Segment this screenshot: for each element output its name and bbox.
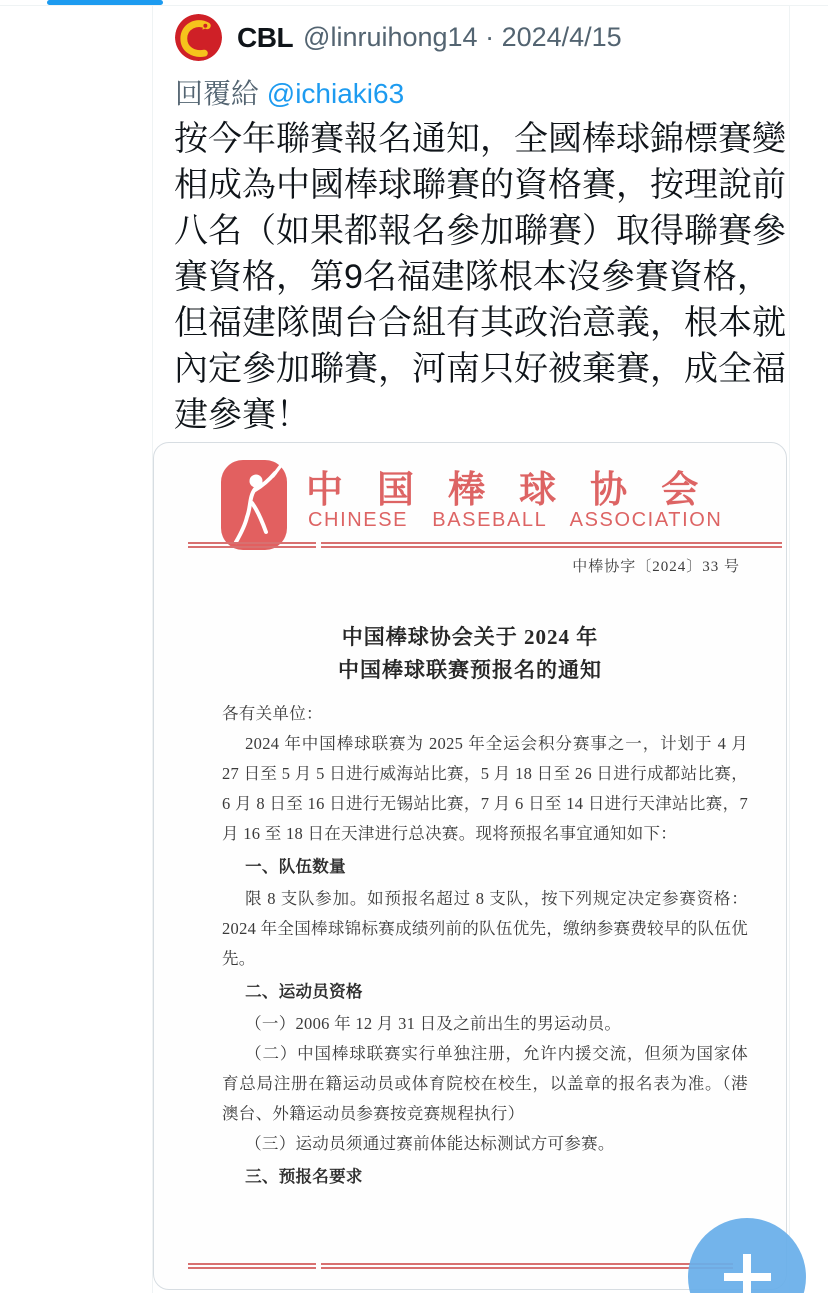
doc-org-name-cn: 中国棒球协会	[306, 469, 733, 510]
doc-section-1-heading: 一、队伍数量	[245, 857, 346, 876]
tabs-bottom-divider	[0, 5, 828, 6]
doc-paragraph: 限 8 支队参加。如预报名超过 8 支队，按下列规定决定参赛资格：2024 年全国棒球锦标赛成绩列前的队伍优先，缴纳参赛费较早的队伍优先。	[222, 889, 748, 968]
reply-prefix-label: 回覆給	[175, 78, 267, 109]
doc-footer-rule-left	[188, 1263, 316, 1269]
doc-title-line2: 中国棒球联赛预报名的通知	[338, 658, 602, 682]
doc-salutation: 各有关单位：	[222, 704, 323, 723]
doc-footer-rule-right	[321, 1263, 733, 1269]
author-handle-and-date[interactable]: @linruihong14 · 2024/4/15	[303, 22, 622, 52]
doc-body	[222, 699, 748, 1194]
doc-org-name-en: CHINESE BASEBALL ASSOCIATION	[308, 509, 723, 531]
avatar-horse-logo-icon	[175, 14, 222, 61]
reply-to-handle-link[interactable]: @ichiaki63	[266, 78, 405, 109]
doc-list-item-1: （一）2006 年 12 月 31 日及之前出生的男运动员。	[245, 1014, 622, 1033]
attached-document-image[interactable]	[153, 442, 787, 1290]
doc-list-item-2: （二）中国棒球联赛实行单独注册，允许内援交流，但须为国家体育总局注册在籍运动员或体育院校在校生，以盖章的报名表为准。（港澳台、外籍运动员参赛按竞赛规程执行）	[222, 1044, 748, 1123]
reply-context	[175, 72, 404, 112]
active-tab-indicator	[47, 0, 163, 5]
doc-list-item-3: （三）运动员须通过赛前体能达标测试方可参赛。	[245, 1134, 615, 1153]
doc-header-rule-left	[188, 542, 316, 548]
doc-section-3-heading: 三、预报名要求	[245, 1167, 363, 1186]
doc-header-rule-right	[321, 542, 782, 548]
plus-icon	[743, 1254, 751, 1293]
tweet-text: 按今年聯賽報名通知，全國棒球錦標賽變相成為中國棒球聯賽的資格賽，按理說前八名（如果都報名參加聯賽）取得聯賽參賽資格，第9名福建隊根本沒參賽資格，但福建隊閩台合組有其政治意義，根本就內定參加聯賽，河南只好被棄賽，成全福建參賽！	[174, 120, 786, 434]
tweet-header	[175, 14, 622, 61]
doc-section-2-heading: 二、运动员资格	[245, 982, 363, 1001]
doc-paragraph: 2024 年中国棒球联赛为 2025 年全运会积分赛事之一，计划于 4 月 27 日至 5 月 5 日进行威海站比赛，5 月 18 日至 26 日进行成都站比赛，6 月 8 日至 16 日进行无锡站比赛，7 月 6 日至 14 日进行天津站比赛，7 月 16 至 18 日在天津进行总决赛。现将预报名事宜通知如下：	[222, 734, 748, 843]
doc-title-line1: 中国棒球协会关于 2024 年	[341, 625, 599, 649]
author-name[interactable]: CBL	[237, 21, 294, 53]
avatar[interactable]	[175, 14, 222, 61]
doc-reference-number: 中棒协字〔2024〕33 号	[572, 559, 740, 575]
